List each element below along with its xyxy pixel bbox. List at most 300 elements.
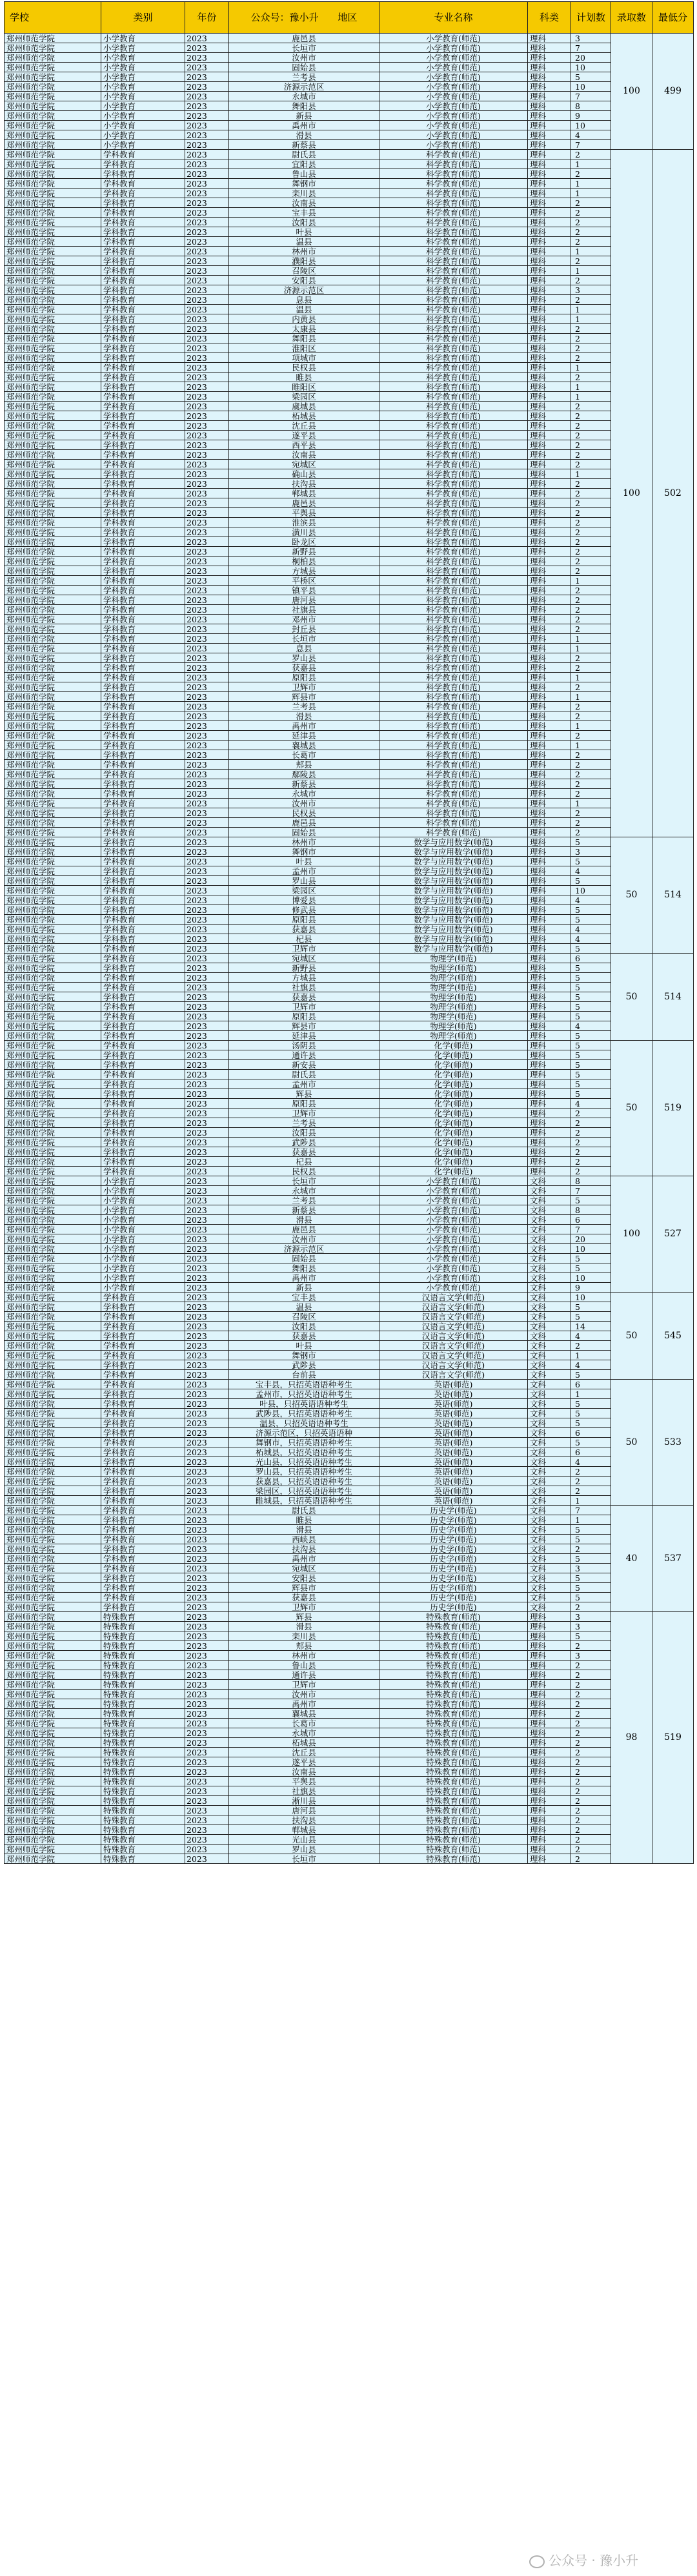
- table-row: [5, 963, 694, 973]
- cell-major: 科学教育(师范): [379, 247, 528, 256]
- cell-plan: 10: [571, 121, 611, 130]
- cell-region: 叶县: [229, 1341, 379, 1351]
- cell-school: 郑州师范学院: [5, 198, 101, 208]
- cell-year: 2023: [185, 1845, 229, 1854]
- cell-subject: 理科: [528, 392, 571, 402]
- cell-school: 郑州师范学院: [5, 150, 101, 159]
- table-row: [5, 1651, 694, 1661]
- cell-year: 2023: [185, 1312, 229, 1322]
- cell-year: 2023: [185, 1525, 229, 1535]
- cell-school: 郑州师范学院: [5, 1283, 101, 1293]
- cell-major: 科学教育(师范): [379, 711, 528, 721]
- cell-category: 学科教育: [101, 1109, 185, 1118]
- cell-region: 通许县: [229, 1670, 379, 1680]
- cell-subject: 理科: [528, 1641, 571, 1651]
- cell-subject: 理科: [528, 1845, 571, 1854]
- cell-min-score: 537: [652, 1506, 694, 1612]
- cell-plan: 5: [571, 983, 611, 992]
- cell-year: 2023: [185, 1670, 229, 1680]
- cell-major: 化学(师范): [379, 1147, 528, 1157]
- cell-category: 学科教育: [101, 770, 185, 779]
- cell-region: 宛城区: [229, 1564, 379, 1573]
- cell-subject: 理科: [528, 440, 571, 450]
- header-plan: 计划数: [571, 2, 611, 34]
- cell-year: 2023: [185, 915, 229, 925]
- cell-year: 2023: [185, 1399, 229, 1409]
- cell-major: 科学教育(师范): [379, 789, 528, 799]
- cell-category: 学科教育: [101, 702, 185, 711]
- cell-year: 2023: [185, 1728, 229, 1738]
- cell-category: 小学教育: [101, 140, 185, 150]
- cell-region: 林州市: [229, 1651, 379, 1661]
- cell-category: 学科教育: [101, 1167, 185, 1176]
- cell-plan: 2: [571, 518, 611, 527]
- cell-region: 获嘉县: [229, 1593, 379, 1602]
- cell-year: 2023: [185, 1631, 229, 1641]
- table-row: [5, 1118, 694, 1128]
- cell-major: 特殊教育(师范): [379, 1835, 528, 1845]
- cell-plan: 2: [571, 256, 611, 266]
- cell-region: 沈丘县: [229, 1748, 379, 1757]
- table-row: [5, 140, 694, 150]
- cell-school: 郑州师范学院: [5, 363, 101, 373]
- cell-plan: 2: [571, 237, 611, 247]
- cell-major: 数学与应用数学(师范): [379, 866, 528, 876]
- cell-school: 郑州师范学院: [5, 1351, 101, 1360]
- cell-region: 柘城县: [229, 411, 379, 421]
- cell-region: 光山县: [229, 1835, 379, 1845]
- cell-plan: 5: [571, 963, 611, 973]
- cell-subject: 理科: [528, 305, 571, 314]
- cell-category: 学科教育: [101, 343, 185, 353]
- cell-major: 小学教育(师范): [379, 43, 528, 53]
- cell-category: 学科教育: [101, 1021, 185, 1031]
- cell-region: 舞阳县: [229, 334, 379, 343]
- cell-school: 郑州师范学院: [5, 1486, 101, 1496]
- cell-subject: 理科: [528, 1709, 571, 1719]
- cell-major: 特殊教育(师范): [379, 1757, 528, 1767]
- cell-plan: 2: [571, 460, 611, 469]
- cell-plan: 5: [571, 1031, 611, 1041]
- cell-category: 学科教育: [101, 944, 185, 954]
- cell-year: 2023: [185, 1273, 229, 1283]
- table-row: [5, 1302, 694, 1312]
- cell-school: 郑州师范学院: [5, 663, 101, 673]
- table-row: [5, 121, 694, 130]
- cell-major: 特殊教育(师范): [379, 1728, 528, 1738]
- cell-plan: 1: [571, 469, 611, 479]
- cell-school: 郑州师范学院: [5, 1302, 101, 1312]
- cell-year: 2023: [185, 179, 229, 189]
- cell-subject: 文科: [528, 1573, 571, 1583]
- cell-school: 郑州师范学院: [5, 886, 101, 895]
- cell-plan: 9: [571, 111, 611, 121]
- cell-category: 特殊教育: [101, 1748, 185, 1757]
- cell-region: 叶县: [229, 857, 379, 866]
- cell-subject: 理科: [528, 557, 571, 566]
- cell-region: 方城县: [229, 973, 379, 983]
- cell-region: 林州市: [229, 837, 379, 847]
- cell-subject: 文科: [528, 1506, 571, 1515]
- cell-plan: 2: [571, 1157, 611, 1167]
- cell-plan: 5: [571, 944, 611, 954]
- cell-year: 2023: [185, 1651, 229, 1661]
- table-row: [5, 34, 694, 43]
- cell-category: 小学教育: [101, 63, 185, 72]
- cell-year: 2023: [185, 1263, 229, 1273]
- table-row: [5, 276, 694, 285]
- cell-major: 科学教育(师范): [379, 760, 528, 770]
- cell-year: 2023: [185, 944, 229, 954]
- cell-school: 郑州师范学院: [5, 624, 101, 634]
- cell-subject: 理科: [528, 1651, 571, 1661]
- cell-major: 特殊教育(师范): [379, 1748, 528, 1757]
- table-row: [5, 1825, 694, 1835]
- cell-school: 郑州师范学院: [5, 1564, 101, 1573]
- cell-subject: 理科: [528, 750, 571, 760]
- table-row: [5, 1312, 694, 1322]
- cell-category: 学科教育: [101, 1128, 185, 1138]
- cell-school: 郑州师范学院: [5, 1719, 101, 1728]
- cell-category: 学科教育: [101, 1506, 185, 1515]
- cell-school: 郑州师范学院: [5, 1031, 101, 1041]
- cell-category: 学科教育: [101, 1031, 185, 1041]
- header-row: [5, 2, 694, 34]
- cell-year: 2023: [185, 857, 229, 866]
- table-row: [5, 857, 694, 866]
- cell-major: 化学(师范): [379, 1157, 528, 1167]
- cell-major: 科学教育(师范): [379, 208, 528, 218]
- cell-year: 2023: [185, 1544, 229, 1554]
- cell-plan: 2: [571, 1845, 611, 1854]
- cell-major: 科学教育(师范): [379, 576, 528, 586]
- table-row: [5, 256, 694, 266]
- cell-region: 永城市: [229, 92, 379, 101]
- cell-category: 学科教育: [101, 1486, 185, 1496]
- cell-year: 2023: [185, 1641, 229, 1651]
- cell-year: 2023: [185, 1496, 229, 1506]
- cell-category: 学科教育: [101, 189, 185, 198]
- table-row: [5, 227, 694, 237]
- table-row: [5, 460, 694, 469]
- cell-plan: 1: [571, 1351, 611, 1360]
- table-row: [5, 518, 694, 527]
- cell-region: 安阳县: [229, 276, 379, 285]
- cell-category: 学科教育: [101, 1302, 185, 1312]
- cell-category: 学科教育: [101, 886, 185, 895]
- cell-major: 化学(师范): [379, 1070, 528, 1079]
- cell-major: 汉语言文学(师范): [379, 1302, 528, 1312]
- table-row: [5, 479, 694, 489]
- cell-subject: 理科: [528, 692, 571, 702]
- cell-subject: 文科: [528, 1234, 571, 1244]
- cell-plan: 2: [571, 334, 611, 343]
- cell-school: 郑州师范学院: [5, 498, 101, 508]
- cell-school: 郑州师范学院: [5, 895, 101, 905]
- cell-major: 科学教育(师范): [379, 285, 528, 295]
- cell-year: 2023: [185, 111, 229, 121]
- table-row: [5, 1205, 694, 1215]
- cell-major: 历史学(师范): [379, 1515, 528, 1525]
- cell-region: 汝南县: [229, 1767, 379, 1777]
- cell-region: 新蔡县: [229, 779, 379, 789]
- cell-major: 科学教育(师范): [379, 770, 528, 779]
- table-row: [5, 1506, 694, 1515]
- cell-school: 郑州师范学院: [5, 34, 101, 43]
- cell-plan: 7: [571, 92, 611, 101]
- table-row: [5, 1535, 694, 1544]
- cell-region: 叶县，只招英语语种考生: [229, 1399, 379, 1409]
- cell-major: 特殊教育(师范): [379, 1622, 528, 1631]
- cell-region: 睢县: [229, 1515, 379, 1525]
- cell-subject: 文科: [528, 1254, 571, 1263]
- cell-plan: 5: [571, 915, 611, 925]
- cell-plan: 2: [571, 663, 611, 673]
- cell-subject: 理科: [528, 566, 571, 576]
- cell-year: 2023: [185, 605, 229, 615]
- table-row: [5, 53, 694, 63]
- cell-region: 平舆县: [229, 1777, 379, 1786]
- cell-school: 郑州师范学院: [5, 857, 101, 866]
- table-row: [5, 915, 694, 925]
- cell-year: 2023: [185, 140, 229, 150]
- table-row: [5, 440, 694, 450]
- cell-subject: 理科: [528, 799, 571, 808]
- cell-year: 2023: [185, 1331, 229, 1341]
- cell-plan: 2: [571, 789, 611, 799]
- table-row: [5, 1331, 694, 1341]
- cell-category: 学科教育: [101, 1341, 185, 1351]
- cell-year: 2023: [185, 905, 229, 915]
- cell-major: 小学教育(师范): [379, 1186, 528, 1196]
- cell-major: 小学教育(师范): [379, 1176, 528, 1186]
- cell-school: 郑州师范学院: [5, 1438, 101, 1447]
- wechat-icon: [529, 2555, 545, 2568]
- cell-region: 沈丘县: [229, 421, 379, 431]
- cell-subject: 理科: [528, 256, 571, 266]
- cell-year: 2023: [185, 1564, 229, 1573]
- cell-major: 数学与应用数学(师范): [379, 925, 528, 934]
- cell-school: 郑州师范学院: [5, 1244, 101, 1254]
- cell-school: 郑州师范学院: [5, 973, 101, 983]
- cell-school: 郑州师范学院: [5, 460, 101, 469]
- cell-category: 小学教育: [101, 43, 185, 53]
- cell-subject: 文科: [528, 1341, 571, 1351]
- cell-year: 2023: [185, 150, 229, 159]
- cell-year: 2023: [185, 973, 229, 983]
- cell-category: 学科教育: [101, 711, 185, 721]
- cell-region: 宝丰县，只招英语语种考生: [229, 1380, 379, 1389]
- cell-plan: 7: [571, 1506, 611, 1515]
- cell-year: 2023: [185, 886, 229, 895]
- cell-plan: 2: [571, 1786, 611, 1796]
- cell-region: 宛城区: [229, 954, 379, 963]
- cell-year: 2023: [185, 227, 229, 237]
- cell-category: 特殊教育: [101, 1612, 185, 1622]
- table-row: [5, 1244, 694, 1254]
- cell-school: 郑州师范学院: [5, 1012, 101, 1021]
- cell-major: 化学(师范): [379, 1128, 528, 1138]
- table-row: [5, 1370, 694, 1380]
- table-row: [5, 644, 694, 653]
- cell-category: 学科教育: [101, 895, 185, 905]
- cell-year: 2023: [185, 431, 229, 440]
- cell-region: 延津县: [229, 731, 379, 741]
- cell-category: 学科教育: [101, 227, 185, 237]
- cell-plan: 1: [571, 692, 611, 702]
- cell-category: 学科教育: [101, 1389, 185, 1399]
- cell-year: 2023: [185, 828, 229, 837]
- cell-region: 鲁山县: [229, 169, 379, 179]
- cell-subject: 文科: [528, 1515, 571, 1525]
- table-row: [5, 130, 694, 140]
- table-row: [5, 1399, 694, 1409]
- cell-year: 2023: [185, 1283, 229, 1293]
- table-row: [5, 1709, 694, 1719]
- cell-region: 舞钢市: [229, 179, 379, 189]
- cell-subject: 理科: [528, 198, 571, 208]
- cell-plan: 10: [571, 1293, 611, 1302]
- cell-plan: 2: [571, 1757, 611, 1767]
- cell-school: 郑州师范学院: [5, 208, 101, 218]
- cell-category: 学科教育: [101, 247, 185, 256]
- cell-year: 2023: [185, 731, 229, 741]
- cell-year: 2023: [185, 1351, 229, 1360]
- cell-year: 2023: [185, 1147, 229, 1157]
- cell-year: 2023: [185, 1128, 229, 1138]
- table-row: [5, 702, 694, 711]
- cell-category: 小学教育: [101, 1205, 185, 1215]
- cell-school: 郑州师范学院: [5, 963, 101, 973]
- table-row: [5, 576, 694, 586]
- cell-plan: 2: [571, 1835, 611, 1845]
- table-row: [5, 508, 694, 518]
- cell-category: 学科教育: [101, 285, 185, 295]
- cell-major: 化学(师范): [379, 1050, 528, 1060]
- cell-subject: 文科: [528, 1409, 571, 1418]
- cell-school: 郑州师范学院: [5, 1641, 101, 1651]
- cell-school: 郑州师范学院: [5, 1506, 101, 1515]
- cell-subject: 理科: [528, 1622, 571, 1631]
- cell-year: 2023: [185, 34, 229, 43]
- cell-category: 学科教育: [101, 847, 185, 857]
- cell-subject: 理科: [528, 179, 571, 189]
- cell-category: 学科教育: [101, 159, 185, 169]
- cell-region: 社旗县: [229, 605, 379, 615]
- cell-category: 学科教育: [101, 402, 185, 411]
- cell-region: 民权县: [229, 808, 379, 818]
- cell-subject: 理科: [528, 963, 571, 973]
- cell-category: 学科教育: [101, 595, 185, 605]
- cell-subject: 文科: [528, 1302, 571, 1312]
- cell-school: 郑州师范学院: [5, 615, 101, 624]
- cell-plan: 4: [571, 934, 611, 944]
- cell-school: 郑州师范学院: [5, 382, 101, 392]
- cell-year: 2023: [185, 934, 229, 944]
- cell-region: 禹州市: [229, 721, 379, 731]
- table-row: [5, 334, 694, 343]
- cell-major: 科学教育(师范): [379, 469, 528, 479]
- cell-year: 2023: [185, 1031, 229, 1041]
- cell-category: 学科教育: [101, 266, 185, 276]
- cell-major: 科学教育(师范): [379, 276, 528, 285]
- cell-min-score: 499: [652, 34, 694, 150]
- cell-major: 历史学(师范): [379, 1535, 528, 1544]
- cell-school: 郑州师范学院: [5, 1225, 101, 1234]
- cell-category: 特殊教育: [101, 1796, 185, 1806]
- cell-region: 获嘉县: [229, 1147, 379, 1157]
- cell-year: 2023: [185, 518, 229, 527]
- cell-subject: 理科: [528, 944, 571, 954]
- cell-school: 郑州师范学院: [5, 314, 101, 324]
- cell-plan: 1: [571, 1496, 611, 1506]
- table-row: [5, 1360, 694, 1370]
- cell-major: 科学教育(师范): [379, 634, 528, 644]
- cell-plan: 2: [571, 527, 611, 537]
- cell-year: 2023: [185, 1486, 229, 1496]
- table-row: [5, 527, 694, 537]
- cell-major: 科学教育(师范): [379, 189, 528, 198]
- table-row: [5, 779, 694, 789]
- cell-plan: 2: [571, 402, 611, 411]
- table-row: [5, 1128, 694, 1138]
- cell-year: 2023: [185, 450, 229, 460]
- cell-major: 特殊教育(师范): [379, 1767, 528, 1777]
- cell-year: 2023: [185, 440, 229, 450]
- cell-region: 卫辉市: [229, 1680, 379, 1690]
- cell-subject: 文科: [528, 1438, 571, 1447]
- cell-region: 汝阳县: [229, 1128, 379, 1138]
- cell-min-score: 514: [652, 954, 694, 1041]
- table-row: [5, 1012, 694, 1021]
- cell-category: 学科教育: [101, 1351, 185, 1360]
- cell-category: 学科教育: [101, 479, 185, 489]
- cell-subject: 理科: [528, 130, 571, 140]
- cell-region: 原阳县: [229, 1099, 379, 1109]
- cell-region: 郸城县: [229, 1825, 379, 1835]
- cell-major: 特殊教育(师范): [379, 1690, 528, 1699]
- cell-school: 郑州师范学院: [5, 421, 101, 431]
- cell-region: 延津县: [229, 1031, 379, 1041]
- cell-category: 小学教育: [101, 1225, 185, 1234]
- cell-subject: 理科: [528, 711, 571, 721]
- cell-year: 2023: [185, 1089, 229, 1099]
- cell-major: 英语(师范): [379, 1447, 528, 1457]
- cell-plan: 5: [571, 1302, 611, 1312]
- cell-year: 2023: [185, 1341, 229, 1351]
- cell-plan: 2: [571, 818, 611, 828]
- cell-year: 2023: [185, 1012, 229, 1021]
- cell-school: 郑州师范学院: [5, 518, 101, 527]
- cell-subject: 理科: [528, 925, 571, 934]
- cell-year: 2023: [185, 1699, 229, 1709]
- table-row: [5, 1670, 694, 1680]
- cell-category: 学科教育: [101, 1099, 185, 1109]
- table-row: [5, 789, 694, 799]
- cell-school: 郑州师范学院: [5, 1060, 101, 1070]
- cell-plan: 3: [571, 1622, 611, 1631]
- cell-year: 2023: [185, 353, 229, 363]
- cell-major: 数学与应用数学(师范): [379, 944, 528, 954]
- cell-year: 2023: [185, 876, 229, 886]
- cell-major: 历史学(师范): [379, 1564, 528, 1573]
- table-row: [5, 411, 694, 421]
- cell-region: 长垣市: [229, 1176, 379, 1186]
- cell-subject: 理科: [528, 1728, 571, 1738]
- table-row: [5, 799, 694, 808]
- cell-school: 郑州师范学院: [5, 1680, 101, 1690]
- cell-school: 郑州师范学院: [5, 1041, 101, 1050]
